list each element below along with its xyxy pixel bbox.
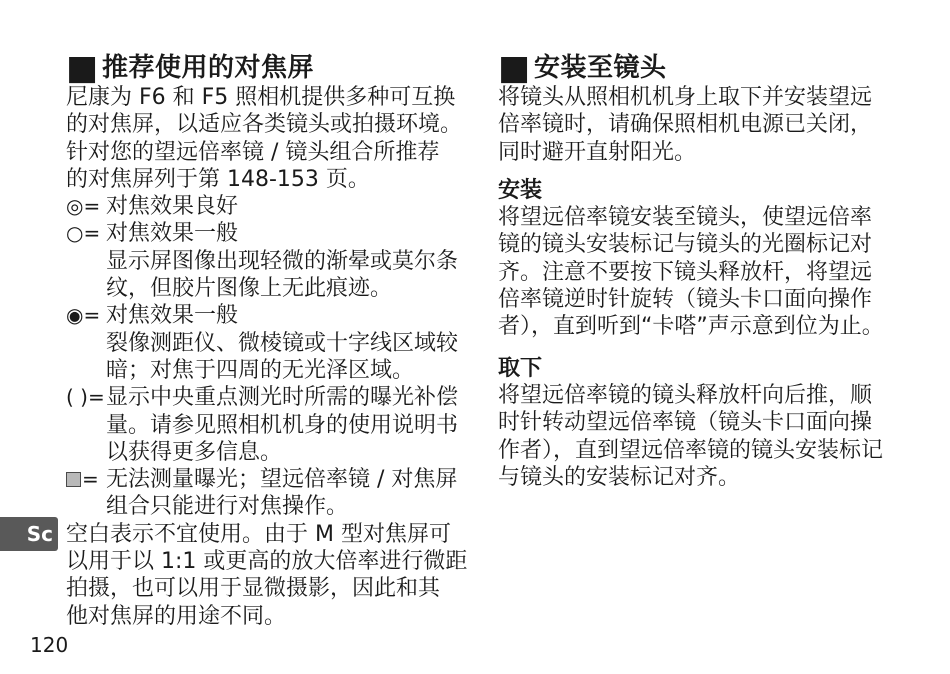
- legend-text: 暗；对焦于四周的无光泽区域。: [106, 357, 415, 383]
- text-line: 作者），直到望远倍率镜的镜头安装标记: [498, 437, 884, 463]
- text-line: 者），直到听到“卡嗒”声示意到位为止。: [498, 314, 884, 340]
- legend-equals: =: [82, 467, 99, 492]
- text-line: 的对焦屏，以适应各类镜头或拍摄环境。: [66, 112, 463, 138]
- text-line: 镜的镜头安装标记与镜头的光圈标记对: [498, 232, 873, 258]
- legend-symbol-open-circle: ○=: [66, 221, 101, 246]
- legend-symbol-double-circle: ◎=: [66, 194, 101, 219]
- text-line: 针对您的望远倍率镜 / 镜头组合所推荐: [66, 139, 440, 165]
- text-line: 与镜头的安装标记对齐。: [498, 464, 741, 490]
- legend-symbol-gray-square: [66, 466, 99, 493]
- language-side-tab: Sc: [0, 517, 58, 551]
- intro-paragraph: [66, 84, 476, 193]
- text-line: 倍率镜逆时针旋转（镜头卡口面向操作: [498, 287, 873, 313]
- legend-list: [66, 193, 476, 521]
- legend-item-focus-only: [66, 466, 476, 521]
- section-heading-focusing-screens: [66, 48, 476, 88]
- text-line: 倍率镜时，请确保照相机电源已关闭，: [498, 112, 873, 138]
- legend-item-good-focus: [66, 193, 476, 220]
- page-number: 120: [30, 633, 69, 657]
- section-title: 安装至镜头: [534, 53, 667, 83]
- legend-symbol-parentheses: ( )=: [66, 385, 105, 410]
- square-bullet-icon: ■: [498, 48, 531, 88]
- legend-item-acceptable-dark-center: [66, 302, 476, 384]
- right-column: [498, 48, 938, 491]
- legend-text: 对焦效果一般: [106, 221, 239, 247]
- text-line: 将望远倍率镜安装至镜头，使望远倍率: [498, 205, 873, 231]
- text-line: 拍摄，也可以用于显微摄影，因此和其: [66, 576, 441, 602]
- text-line: 以用于以 1:1 或更高的放大倍率进行微距: [66, 549, 468, 575]
- text-line: 他对焦屏的用途不同。: [66, 603, 287, 629]
- legend-text: 纹，但胶片图像上无此痕迹。: [106, 276, 393, 302]
- legend-item-acceptable-vignetting: [66, 220, 476, 302]
- subsection-title: 取下: [498, 355, 543, 381]
- gray-square-icon: [66, 472, 81, 487]
- legend-symbol-dotted-circle: ◉=: [66, 303, 101, 328]
- section-title: 推荐使用的对焦屏: [102, 53, 315, 83]
- text-line: 齐。注意不要按下镜头释放杆，将望远: [498, 259, 873, 285]
- legend-text: 裂像测距仪、微棱镜或十字线区域较: [106, 330, 459, 356]
- legend-text: 对焦效果良好: [106, 194, 239, 220]
- text-line: 将望远倍率镜的镜头释放杆向后推，顺: [498, 382, 873, 408]
- legend-text: 无法测量曝光；望远倍率镜 / 对焦屏: [106, 467, 458, 493]
- section-heading-mounting: [498, 48, 938, 88]
- legend-text: 对焦效果一般: [106, 303, 239, 329]
- text-line: 将镜头从照相机机身上取下并安装望远: [498, 85, 873, 110]
- square-bullet-icon: ■: [66, 48, 99, 88]
- intro-paragraph: [498, 84, 938, 166]
- text-line: 尼康为 F6 和 F5 照相机提供多种可互换: [66, 85, 456, 110]
- text-line: 同时避开直射阳光。: [498, 139, 697, 165]
- legend-text: 量。请参见照相机机身的使用说明书: [106, 412, 459, 438]
- left-column: [66, 48, 476, 630]
- legend-text: 以获得更多信息。: [106, 439, 283, 465]
- text-line: 时针转动望远倍率镜（镜头卡口面向操: [498, 410, 873, 436]
- subsection-install: [498, 177, 938, 341]
- legend-item-exposure-compensation: [66, 384, 476, 466]
- subsection-remove: [498, 355, 938, 491]
- legend-text: 显示屏图像出现轻微的渐晕或莫尔条: [106, 248, 459, 274]
- text-line: 的对焦屏列于第 148-153 页。: [66, 166, 370, 192]
- subsection-title: 安装: [498, 177, 543, 203]
- legend-text: 显示中央重点测光时所需的曝光补偿: [106, 385, 459, 411]
- legend-text: 组合只能进行对焦操作。: [106, 494, 349, 520]
- note-paragraph: [66, 521, 476, 630]
- text-line: 空白表示不宜使用。由于 M 型对焦屏可: [66, 521, 451, 547]
